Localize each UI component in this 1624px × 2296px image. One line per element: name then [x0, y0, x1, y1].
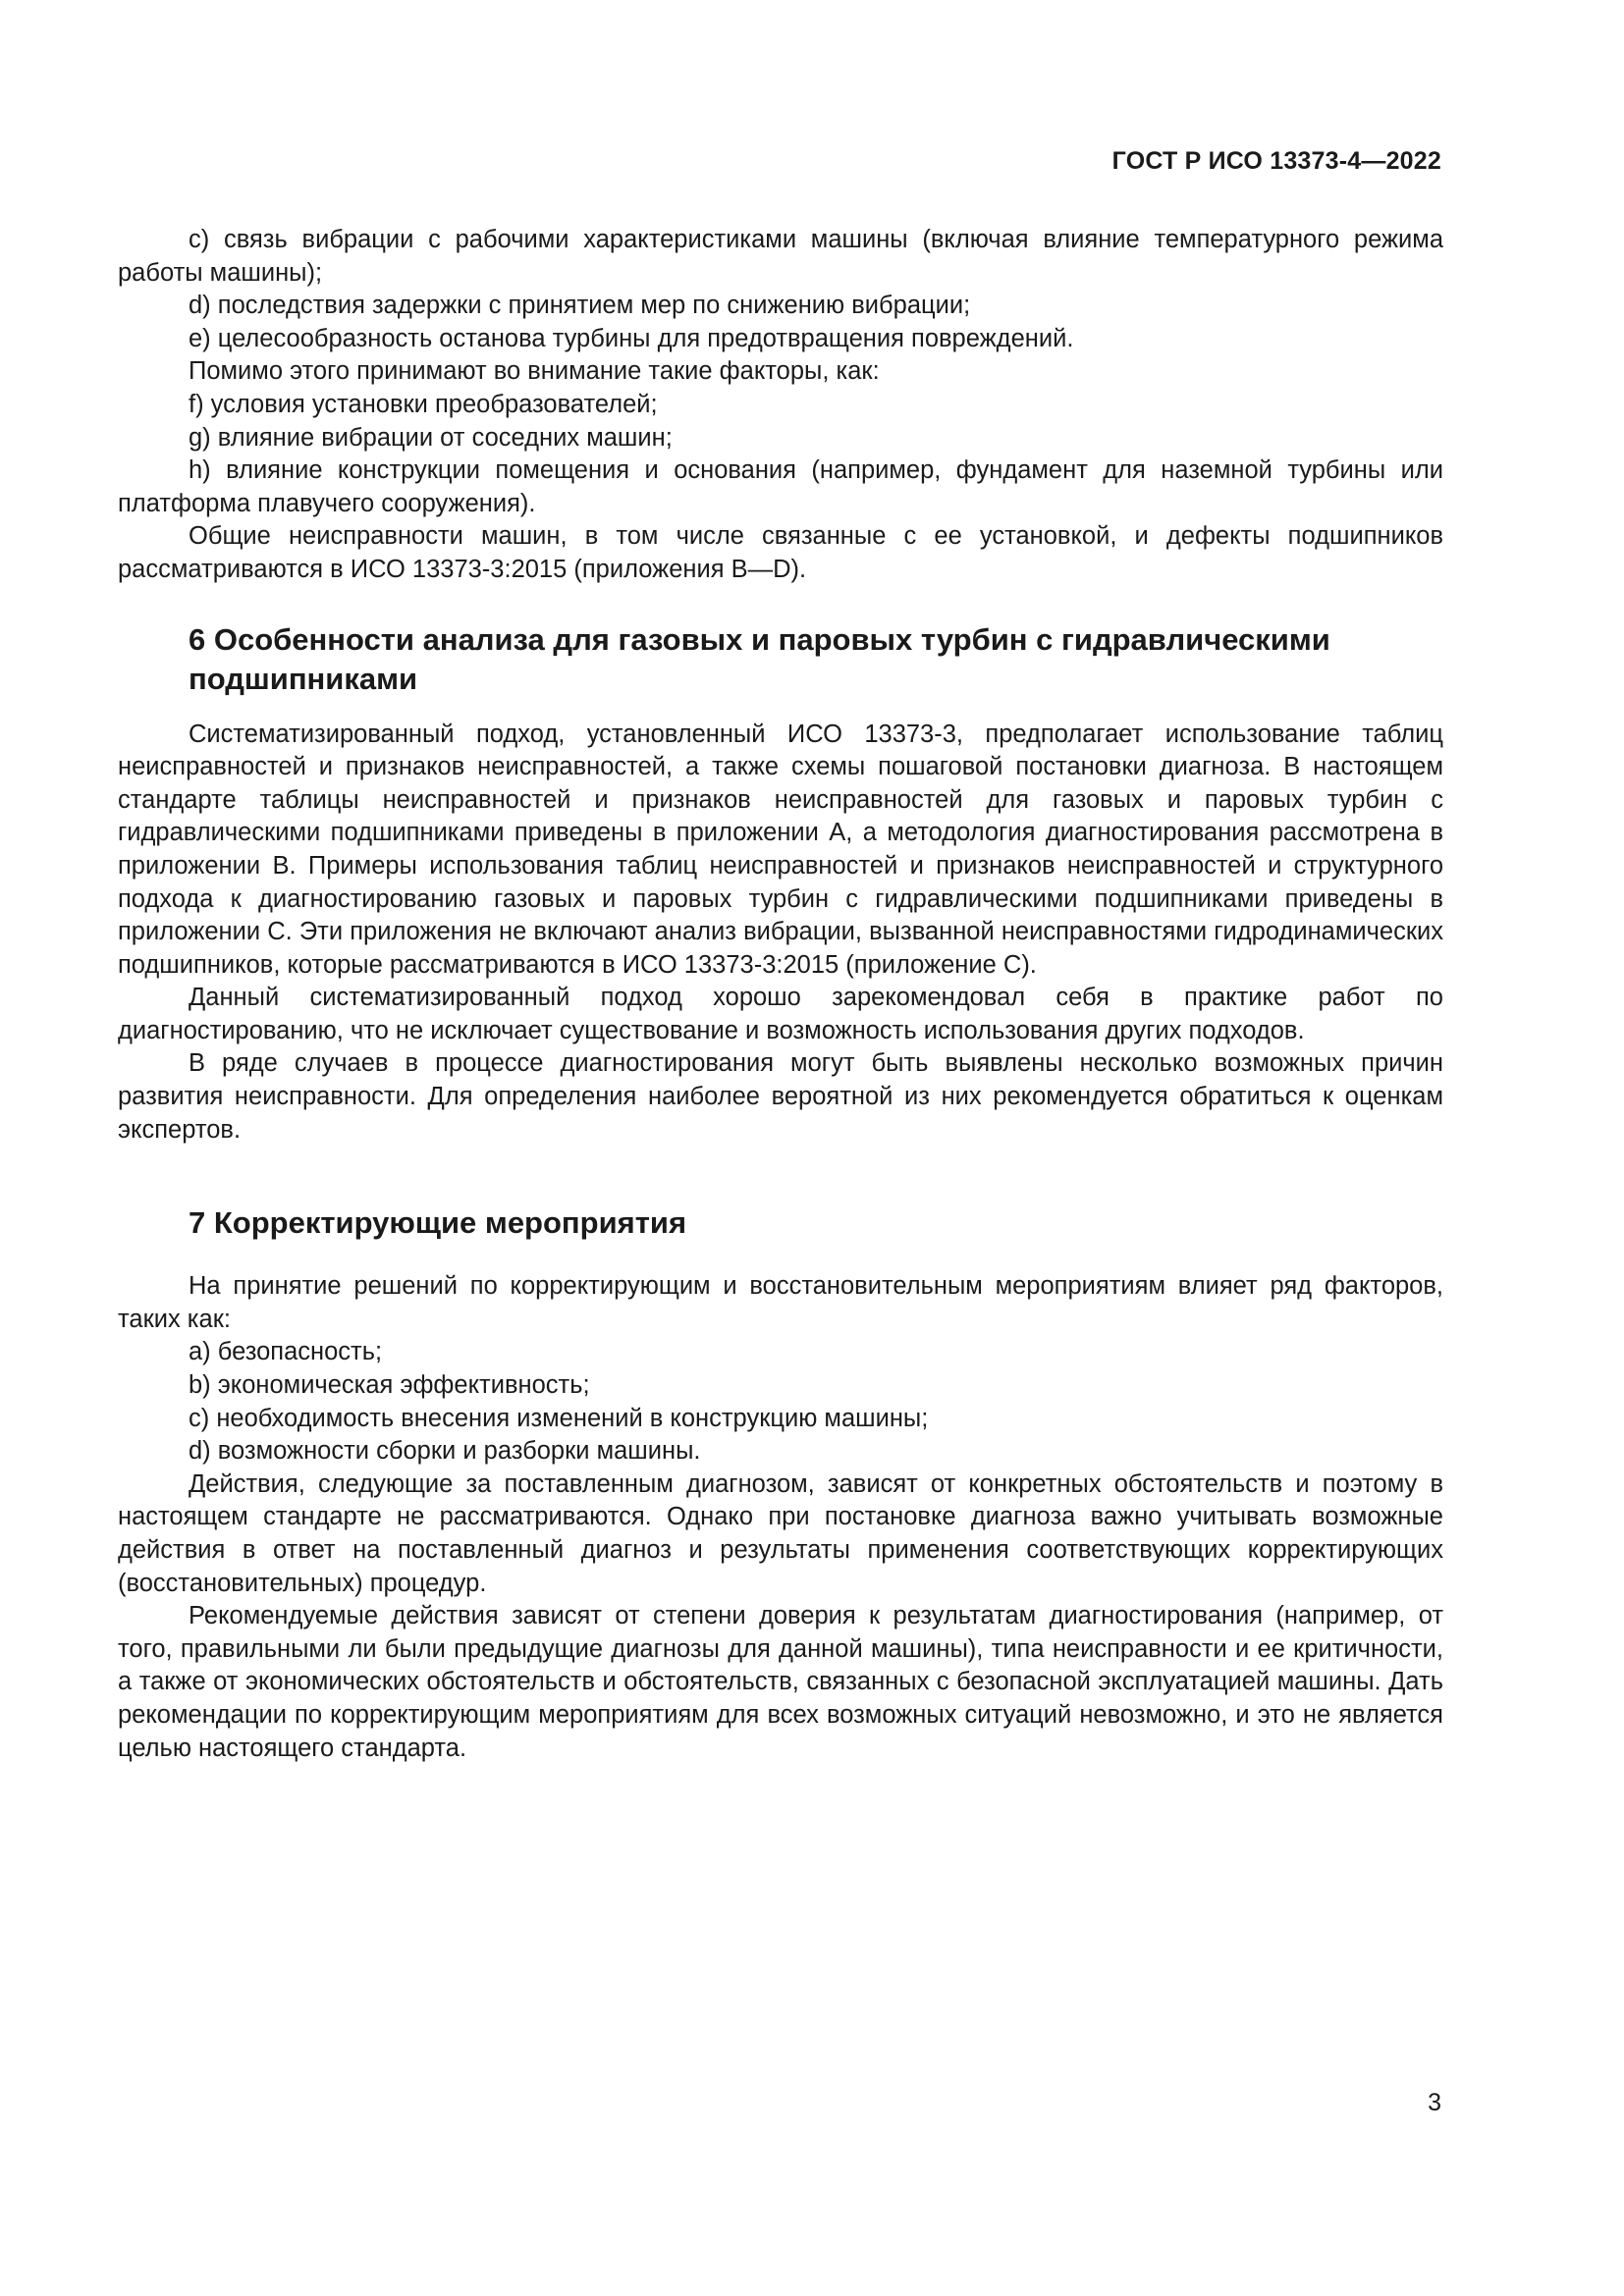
list-item-e: е) целесообразность останова турбины для предотвращения повреждений. [189, 324, 1074, 352]
section-6-heading: 6 Особенности анализа для газовых и паровых турбин с гидравлическими подшипниками [189, 621, 1330, 696]
section-7-paragraph: Действия, следующие за поставленным диагнозом, зависят от конкретных обстоятельств и поэтому в настоящем стандарте не рассматриваются. Однако при постановке диагноза важно учитывать возможные действия в ответ на поставленный диагноз и результаты применения соответствующих корректирующих (восстановительных) процедур. [118, 1469, 1443, 1597]
factors-intro-paragraph: Помимо этого принимают во внимание такие факторы, как: [189, 357, 880, 386]
section-7-heading: 7 Корректирующие мероприятия [189, 1205, 687, 1241]
document-code-header: ГОСТ Р ИСО 13373-4—2022 [1111, 147, 1441, 175]
section-7-paragraph: На принятие решений по корректирующим и восстановительным мероприятиям влияет ряд факторов, таких как: [118, 1272, 1443, 1333]
section-6-paragraph: Данный систематизированный подход хорошо зарекомендовал себя в практике работ по диагностированию, что не исключает существование и возможность использования других подходов. [118, 984, 1443, 1044]
list-item-h: h) влияние конструкции помещения и основания (например, фундамент для наземной турбины или платформа плавучего сооружения). [118, 456, 1443, 517]
list-item-d: d) последствия задержки с принятием мер по снижению вибрации; [189, 292, 971, 320]
list-item-g: g) влияние вибрации от соседних машин; [189, 423, 673, 452]
section-7-paragraph: Рекомендуемые действия зависят от степени доверия к результатам диагностирования (например, от того, правильными ли были предыдущие диагнозы для данной машины), типа неисправности и ее критичности, а также от экономических обстоятельств и обстоятельств, связанных с безопасной эксплуатацией машины. Дать рекомендации по корректирующим мероприятиям для всех возможных ситуаций невозможно, и это не является целью настоящего стандарта. [118, 1602, 1443, 1762]
section-6-paragraph: В ряде случаев в процессе диагностирования могут быть выявлены несколько возможных причин развития неисправности. Для определения наиболее вероятной из них рекомендуется обратиться к оценкам экспертов. [118, 1049, 1443, 1144]
general-faults-paragraph: Общие неисправности машин, в том числе связанные с ее установкой, и дефекты подшипников рассматриваются в ИСО 13373-3:2015 (приложения В—D). [118, 522, 1443, 583]
section-7-list-item-c: с) необходимость внесения изменений в конструкцию машины; [189, 1404, 929, 1432]
section-7-list-item-a: a) безопасность; [189, 1338, 383, 1366]
page-number: 3 [1428, 2089, 1441, 2116]
list-item-c: с) связь вибрации с рабочими характеристиками машины (включая влияние температурного режима работы машины); [118, 226, 1443, 287]
section-7-list-item-b: b) экономическая эффективность; [189, 1371, 590, 1400]
section-7-list-item-d: d) возможности сборки и разборки машины. [189, 1437, 701, 1466]
section-6-paragraph: Систематизированный подход, установленный ИСО 13373-3, предполагает использование таблиц неисправностей и признаков неисправностей, а также схемы пошаговой постановки диагноза. В настоящем стандарте таблицы неисправностей и признаков неисправностей для газовых и паровых турбин с гидравлическими подшипниками приведены в приложении А, а методология диагностирования рассмотрена в приложении В. Примеры использования таблиц неисправностей и признаков неисправностей и структурного подхода к диагностированию газовых и паровых турбин с гидравлическими подшипниками приведены в приложении С. Эти приложения не включают анализ вибрации, вызванной неисправностями гидродинамических подшипников, которые рассматриваются в ИСО 13373-3:2015 (приложение С). [118, 720, 1443, 979]
list-item-f: f) условия установки преобразователей; [189, 390, 658, 418]
page-content [118, 224, 1443, 1765]
